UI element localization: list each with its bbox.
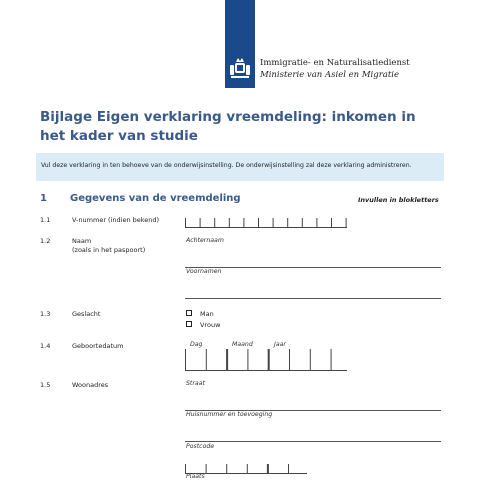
field-number: 1.2 [40, 237, 51, 245]
field-number: 1.1 [40, 216, 51, 224]
postcode-label: Postcode [186, 443, 215, 450]
field-number: 1.4 [40, 342, 51, 350]
voornamen-input[interactable] [185, 298, 441, 299]
intro-box [36, 153, 444, 181]
option-man: Man [200, 310, 214, 318]
naam-label-note: (zoals in het paspoort) [72, 246, 146, 254]
document-title: Bijlage Eigen verklaring vreemdeling: inkomen in het kader van studie [40, 109, 416, 144]
plaats-label: Plaats [186, 473, 205, 480]
org-name: Immigratie- en Naturalisatiedienst [260, 58, 410, 68]
ministry-name: Ministerie van Asiel en Migratie [260, 70, 400, 80]
huisnummer-label: Huisnummer en toevoeging [186, 411, 273, 418]
field-label-woonadres: Woonadres [72, 381, 109, 389]
achternaam-input[interactable] [185, 267, 441, 268]
geboortedatum-input[interactable] [185, 349, 347, 371]
naam-label: Naam [72, 237, 92, 245]
jaar-label: Jaar [274, 341, 286, 348]
checkbox-man[interactable] [186, 310, 192, 316]
field-label-naam [72, 237, 145, 255]
field-number: 1.3 [40, 310, 51, 318]
field-number: 1.5 [40, 381, 51, 389]
field-label-vnummer: V-nummer (indien bekend) [72, 216, 160, 224]
huisnummer-input[interactable] [185, 441, 441, 442]
crest-icon [227, 56, 253, 82]
dag-label: Dag [190, 341, 203, 348]
field-label-geboortedatum: Geboortedatum [72, 342, 124, 350]
section-hint: Invullen in blokletters [358, 196, 439, 204]
intro-text: Vul deze verklaring in ten behoeve van de onderwijsinstelling. De onderwijsinstelling zal deze verklaring administreren. [41, 162, 412, 169]
option-vrouw: Vrouw [200, 321, 221, 329]
straat-label: Straat [186, 380, 205, 387]
checkbox-vrouw[interactable] [186, 321, 192, 327]
voornamen-label: Voornamen [186, 268, 222, 275]
section-number: 1 [40, 193, 47, 204]
field-label-geslacht: Geslacht [72, 310, 101, 318]
vnummer-input[interactable] [185, 213, 347, 228]
maand-label: Maand [232, 341, 253, 348]
section-title: Gegevens van de vreemdeling [70, 193, 241, 204]
achternaam-label: Achternaam [186, 237, 224, 244]
